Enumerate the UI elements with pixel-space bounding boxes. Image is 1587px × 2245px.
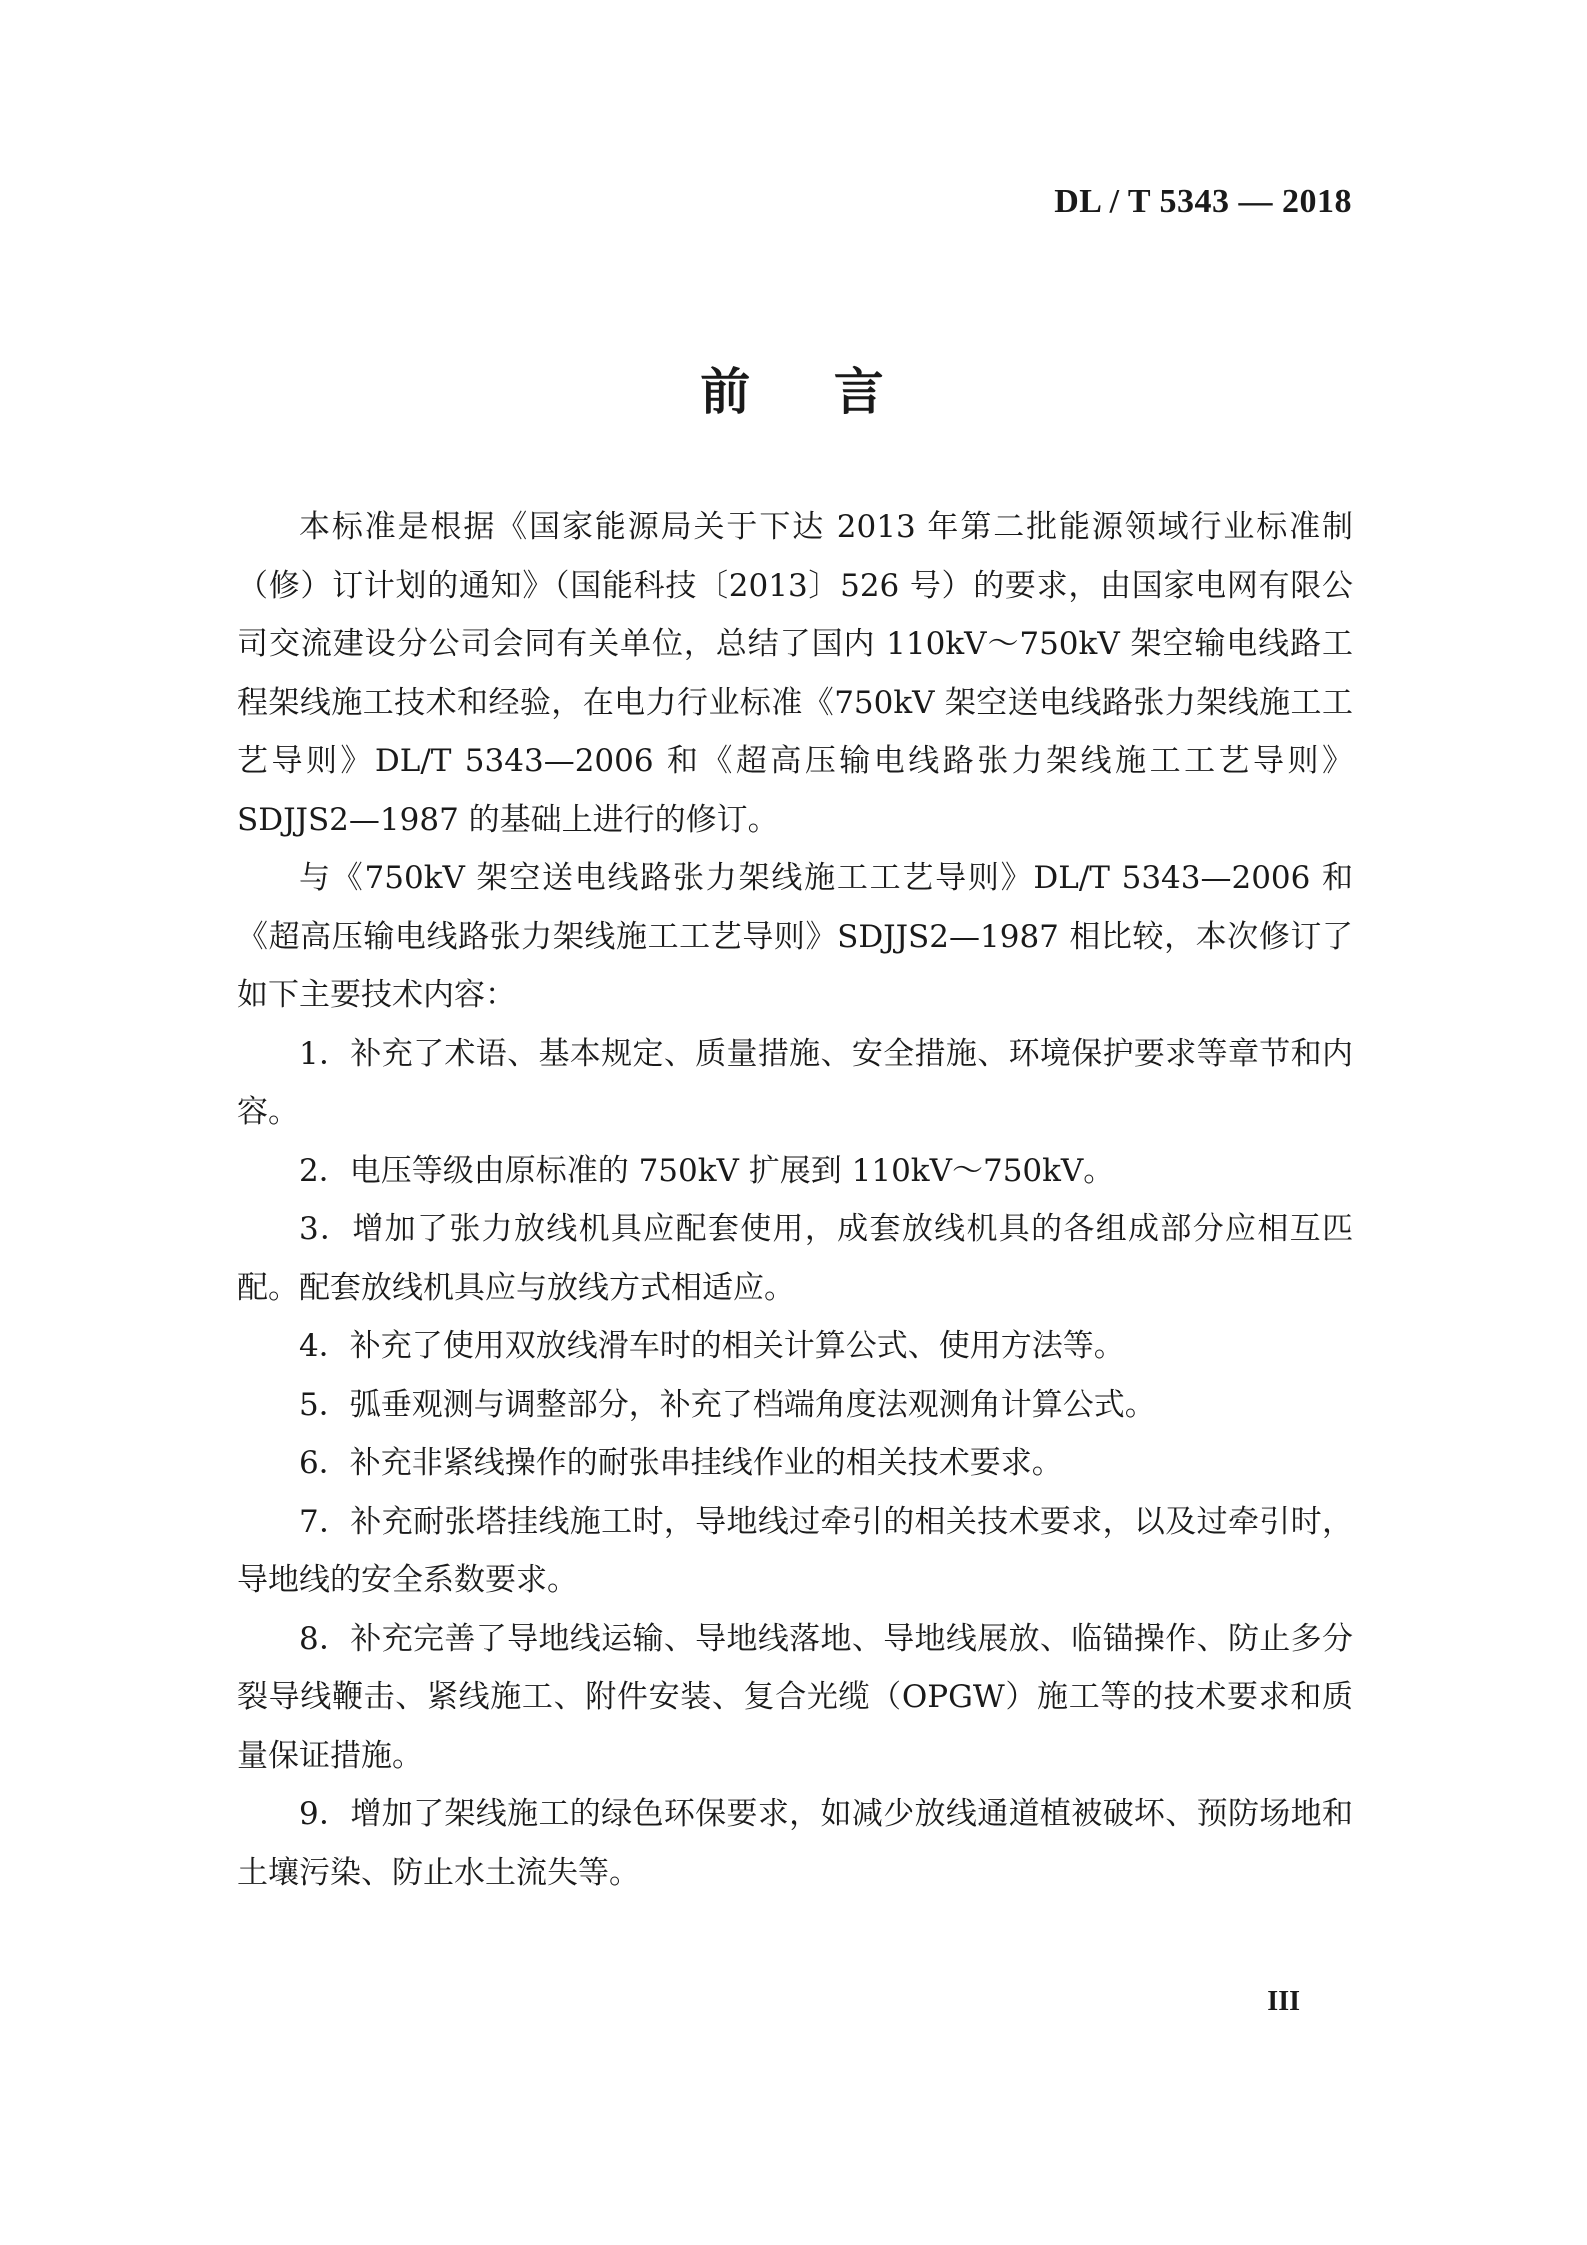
page-number: III (1267, 1986, 1300, 2017)
revision-item: 7．补充耐张塔挂线施工时，导地线过牵引的相关技术要求，以及过牵引时，导地线的安全系数要求。 (237, 1503, 1353, 1598)
page-title: 前 言 (700, 363, 887, 421)
preface-paragraph: 本标准是根据《国家能源局关于下达 2013 年第二批能源领域行业标准制（修）订计划的通知》（国能科技〔2013〕526 号）的要求，由国家电网有限公司交流建设分公司会同有关单位，总结了国内 110kV～750kV 架空输电线路工程架线施工技术和经验，在电力行业标准《750kV 架空送电线路张力架线施工工艺导则》DL/T 5343—2006 和《超高压输电线路张力架线施工工艺导则》SDJJS2—1987 的基础上进行的修订。 (237, 509, 1353, 838)
standard-code: DL / T 5343 — 2018 (1054, 183, 1352, 220)
revision-item: 2．电压等级由原标准的 750kV 扩展到 110kV～750kV。 (299, 1152, 1115, 1189)
preface-body (237, 498, 1353, 1902)
revision-item: 5．弧垂观测与调整部分，补充了档端角度法观测角计算公式。 (299, 1386, 1156, 1423)
revision-item: 6．补充非紧线操作的耐张串挂线作业的相关技术要求。 (299, 1445, 1063, 1481)
revision-item: 9．增加了架线施工的绿色环保要求，如减少放线通道植被破坏、预防场地和土壤污染、防止水土流失等。 (237, 1796, 1353, 1891)
revision-item: 1．补充了术语、基本规定、质量措施、安全措施、环境保护要求等章节和内容。 (237, 1035, 1353, 1130)
preface-paragraph: 与《750kV 架空送电线路张力架线施工工艺导则》DL/T 5343—2006 和《超高压输电线路张力架线施工工艺导则》SDJJS2—1987 相比较，本次修订了如下主要技术内容： (237, 860, 1353, 1013)
revision-item: 8．补充完善了导地线运输、导地线落地、导地线展放、临锚操作、防止多分裂导线鞭击、紧线施工、附件安装、复合光缆（OPGW）施工等的技术要求和质量保证措施。 (237, 1620, 1353, 1774)
revision-item: 4．补充了使用双放线滑车时的相关计算公式、使用方法等。 (299, 1328, 1125, 1364)
revision-item: 3．增加了张力放线机具应配套使用，成套放线机具的各组成部分应相互匹配。配套放线机具应与放线方式相适应。 (237, 1211, 1353, 1306)
